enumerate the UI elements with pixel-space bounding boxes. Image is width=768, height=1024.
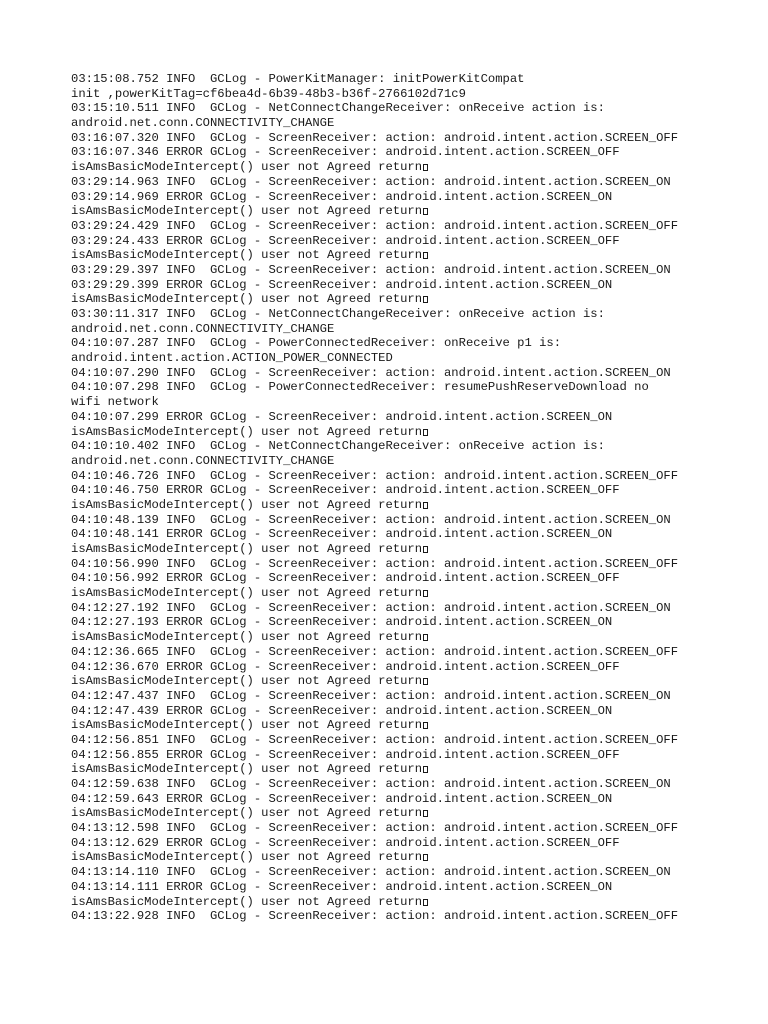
- log-line-text: isAmsBasicModeIntercept() user not Agreed return: [71, 850, 423, 865]
- log-line-text: android.net.conn.CONNECTIVITY_CHANGE: [71, 321, 335, 336]
- log-line-text: isAmsBasicModeIntercept() user not Agreed return: [71, 586, 423, 601]
- log-line-text: isAmsBasicModeIntercept() user not Agreed return: [71, 762, 423, 777]
- log-line-text: isAmsBasicModeIntercept() user not Agreed return: [71, 630, 423, 645]
- log-line: [71, 395, 731, 410]
- box-glyph-icon: [423, 252, 428, 259]
- log-line-text: 04:12:56.851 INFO GCLog - ScreenReceiver: action: android.intent.action.SCREEN_OFF: [71, 732, 679, 747]
- log-line-text: 03:29:24.429 INFO GCLog - ScreenReceiver: action: android.intent.action.SCREEN_OFF: [71, 218, 679, 233]
- log-line: [71, 674, 731, 689]
- log-line-text: 04:13:14.110 INFO GCLog - ScreenReceiver: action: android.intent.action.SCREEN_ON: [71, 865, 671, 880]
- box-glyph-icon: [423, 590, 428, 597]
- log-line: [71, 704, 731, 719]
- log-line: [71, 469, 731, 484]
- log-line-text: 04:10:07.298 INFO GCLog - PowerConnectedReceiver: resumePushReserveDownload no: [71, 380, 649, 395]
- log-line: [71, 160, 731, 175]
- log-line: [71, 836, 731, 851]
- box-glyph-icon: [423, 634, 428, 641]
- box-glyph-icon: [423, 546, 428, 553]
- log-line-text: 04:12:59.643 ERROR GCLog - ScreenReceiver: android.intent.action.SCREEN_ON: [71, 791, 613, 806]
- log-line-text: 04:12:36.665 INFO GCLog - ScreenReceiver: action: android.intent.action.SCREEN_OFF: [71, 644, 679, 659]
- log-line-text: 04:10:07.299 ERROR GCLog - ScreenReceiver: android.intent.action.SCREEN_ON: [71, 409, 613, 424]
- log-line: [71, 190, 731, 205]
- log-line-text: 03:29:24.433 ERROR GCLog - ScreenReceiver: android.intent.action.SCREEN_OFF: [71, 233, 620, 248]
- log-line: [71, 806, 731, 821]
- log-line-text: 04:12:47.439 ERROR GCLog - ScreenReceiver: android.intent.action.SCREEN_ON: [71, 703, 613, 718]
- log-line: [71, 439, 731, 454]
- log-line-text: isAmsBasicModeIntercept() user not Agreed return: [71, 497, 423, 512]
- log-line-text: isAmsBasicModeIntercept() user not Agreed return: [71, 424, 423, 439]
- log-line-text: wifi network: [71, 395, 159, 410]
- box-glyph-icon: [423, 296, 428, 303]
- box-glyph-icon: [423, 429, 428, 436]
- log-line: [71, 557, 731, 572]
- log-line-text: 04:10:56.990 INFO GCLog - ScreenReceiver: action: android.intent.action.SCREEN_OFF: [71, 556, 679, 571]
- box-glyph-icon: [423, 810, 428, 817]
- log-line: [71, 865, 731, 880]
- log-line: [71, 792, 731, 807]
- log-line-text: 03:29:29.399 ERROR GCLog - ScreenReceiver: android.intent.action.SCREEN_ON: [71, 277, 613, 292]
- log-line: [71, 454, 731, 469]
- box-glyph-icon: [423, 208, 428, 215]
- log-document: [71, 72, 731, 924]
- log-line-text: 03:30:11.317 INFO GCLog - NetConnectChangeReceiver: onReceive action is:: [71, 307, 605, 321]
- log-line-text: 04:10:46.750 ERROR GCLog - ScreenReceiver: android.intent.action.SCREEN_OFF: [71, 483, 620, 498]
- log-line: [71, 366, 731, 381]
- log-line: [71, 483, 731, 498]
- log-line: [71, 895, 731, 910]
- log-line: [71, 425, 731, 440]
- log-line: [71, 601, 731, 616]
- box-glyph-icon: [423, 164, 428, 171]
- log-line: [71, 307, 731, 322]
- log-line: [71, 292, 731, 307]
- log-line-text: isAmsBasicModeIntercept() user not Agreed return: [71, 806, 423, 821]
- log-line: [71, 748, 731, 763]
- log-line: [71, 263, 731, 278]
- log-line: [71, 630, 731, 645]
- log-line: [71, 909, 731, 924]
- log-line-text: isAmsBasicModeIntercept() user not Agreed return: [71, 204, 423, 219]
- box-glyph-icon: [423, 502, 428, 509]
- log-line: [71, 72, 731, 87]
- log-line: [71, 777, 731, 792]
- log-line-text: 04:10:07.290 INFO GCLog - ScreenReceiver: action: android.intent.action.SCREEN_ON: [71, 365, 671, 380]
- log-line: [71, 278, 731, 293]
- log-line-text: 03:16:07.320 INFO GCLog - ScreenReceiver: action: android.intent.action.SCREEN_OFF: [71, 130, 679, 145]
- log-line-text: init ,powerKitTag=cf6bea4d-6b39-48b3-b36f-2766102d71c9: [71, 86, 466, 101]
- log-line: [71, 762, 731, 777]
- log-line-text: 03:29:14.963 INFO GCLog - ScreenReceiver: action: android.intent.action.SCREEN_ON: [71, 174, 671, 189]
- log-line: [71, 527, 731, 542]
- log-line-text: 04:10:46.726 INFO GCLog - ScreenReceiver: action: android.intent.action.SCREEN_OFF: [71, 468, 679, 483]
- log-line-text: 04:13:12.629 ERROR GCLog - ScreenReceiver: android.intent.action.SCREEN_OFF: [71, 835, 620, 850]
- log-line: [71, 87, 731, 102]
- box-glyph-icon: [423, 899, 428, 906]
- log-line-text: 04:12:56.855 ERROR GCLog - ScreenReceiver: android.intent.action.SCREEN_OFF: [71, 747, 620, 762]
- log-line: [71, 498, 731, 513]
- log-line-text: 03:29:14.969 ERROR GCLog - ScreenReceiver: android.intent.action.SCREEN_ON: [71, 189, 613, 204]
- log-line: [71, 234, 731, 249]
- log-line-text: isAmsBasicModeIntercept() user not Agreed return: [71, 292, 423, 307]
- log-line-text: isAmsBasicModeIntercept() user not Agreed return: [71, 718, 423, 733]
- log-line: [71, 821, 731, 836]
- log-line: [71, 175, 731, 190]
- log-line: [71, 689, 731, 704]
- log-line-text: 04:12:47.437 INFO GCLog - ScreenReceiver: action: android.intent.action.SCREEN_ON: [71, 688, 671, 703]
- log-line-text: 04:13:14.111 ERROR GCLog - ScreenReceiver: android.intent.action.SCREEN_ON: [71, 879, 613, 894]
- log-line: [71, 116, 731, 131]
- log-line-text: isAmsBasicModeIntercept() user not Agreed return: [71, 542, 423, 556]
- log-line: [71, 204, 731, 219]
- log-line-text: isAmsBasicModeIntercept() user not Agreed return: [71, 248, 423, 263]
- log-line-text: 04:10:48.139 INFO GCLog - ScreenReceiver: action: android.intent.action.SCREEN_ON: [71, 512, 671, 527]
- log-line: [71, 733, 731, 748]
- log-line-text: android.net.conn.CONNECTIVITY_CHANGE: [71, 453, 335, 468]
- log-line-text: 04:13:12.598 INFO GCLog - ScreenReceiver: action: android.intent.action.SCREEN_OFF: [71, 821, 679, 836]
- log-line-text: 04:10:10.402 INFO GCLog - NetConnectChangeReceiver: onReceive action is:: [71, 439, 605, 454]
- log-line: [71, 542, 731, 557]
- log-line-text: isAmsBasicModeIntercept() user not Agreed return: [71, 674, 423, 689]
- log-line: [71, 219, 731, 234]
- log-line-text: 04:10:07.287 INFO GCLog - PowerConnectedReceiver: onReceive p1 is:: [71, 336, 562, 351]
- log-line: [71, 513, 731, 528]
- box-glyph-icon: [423, 722, 428, 729]
- log-line-text: android.intent.action.ACTION_POWER_CONNECTED: [71, 351, 393, 366]
- log-line: [71, 645, 731, 660]
- log-line-text: 03:15:08.752 INFO GCLog - PowerKitManager: initPowerKitCompat: [71, 72, 525, 86]
- log-line: [71, 615, 731, 630]
- log-line-text: 04:12:27.193 ERROR GCLog - ScreenReceiver: android.intent.action.SCREEN_ON: [71, 615, 613, 630]
- log-line-text: 04:10:48.141 ERROR GCLog - ScreenReceiver: android.intent.action.SCREEN_ON: [71, 527, 613, 542]
- box-glyph-icon: [423, 854, 428, 861]
- log-line-text: 03:29:29.397 INFO GCLog - ScreenReceiver: action: android.intent.action.SCREEN_ON: [71, 262, 671, 277]
- log-line: [71, 571, 731, 586]
- log-line: [71, 880, 731, 895]
- log-line: [71, 248, 731, 263]
- log-line: [71, 410, 731, 425]
- log-line: [71, 380, 731, 395]
- log-line: [71, 145, 731, 160]
- log-line: [71, 336, 731, 351]
- log-line: [71, 101, 731, 116]
- log-line-text: isAmsBasicModeIntercept() user not Agreed return: [71, 894, 423, 909]
- log-line-text: 03:16:07.346 ERROR GCLog - ScreenReceiver: android.intent.action.SCREEN_OFF: [71, 145, 620, 160]
- log-line: [71, 351, 731, 366]
- log-line-text: 04:10:56.992 ERROR GCLog - ScreenReceiver: android.intent.action.SCREEN_OFF: [71, 571, 620, 586]
- box-glyph-icon: [423, 678, 428, 685]
- log-line-text: isAmsBasicModeIntercept() user not Agreed return: [71, 160, 423, 175]
- log-line: [71, 850, 731, 865]
- log-line: [71, 718, 731, 733]
- log-lines: [71, 72, 731, 924]
- log-line-text: 04:12:59.638 INFO GCLog - ScreenReceiver: action: android.intent.action.SCREEN_ON: [71, 777, 671, 791]
- log-line: [71, 131, 731, 146]
- log-line: [71, 586, 731, 601]
- log-line: [71, 660, 731, 675]
- log-line-text: 04:13:22.928 INFO GCLog - ScreenReceiver: action: android.intent.action.SCREEN_OFF: [71, 909, 679, 924]
- log-line-text: 04:12:27.192 INFO GCLog - ScreenReceiver: action: android.intent.action.SCREEN_ON: [71, 600, 671, 615]
- log-line: [71, 322, 731, 337]
- log-line-text: android.net.conn.CONNECTIVITY_CHANGE: [71, 116, 335, 131]
- box-glyph-icon: [423, 766, 428, 773]
- log-line-text: 03:15:10.511 INFO GCLog - NetConnectChangeReceiver: onReceive action is:: [71, 101, 605, 116]
- log-line-text: 04:12:36.670 ERROR GCLog - ScreenReceiver: android.intent.action.SCREEN_OFF: [71, 659, 620, 674]
